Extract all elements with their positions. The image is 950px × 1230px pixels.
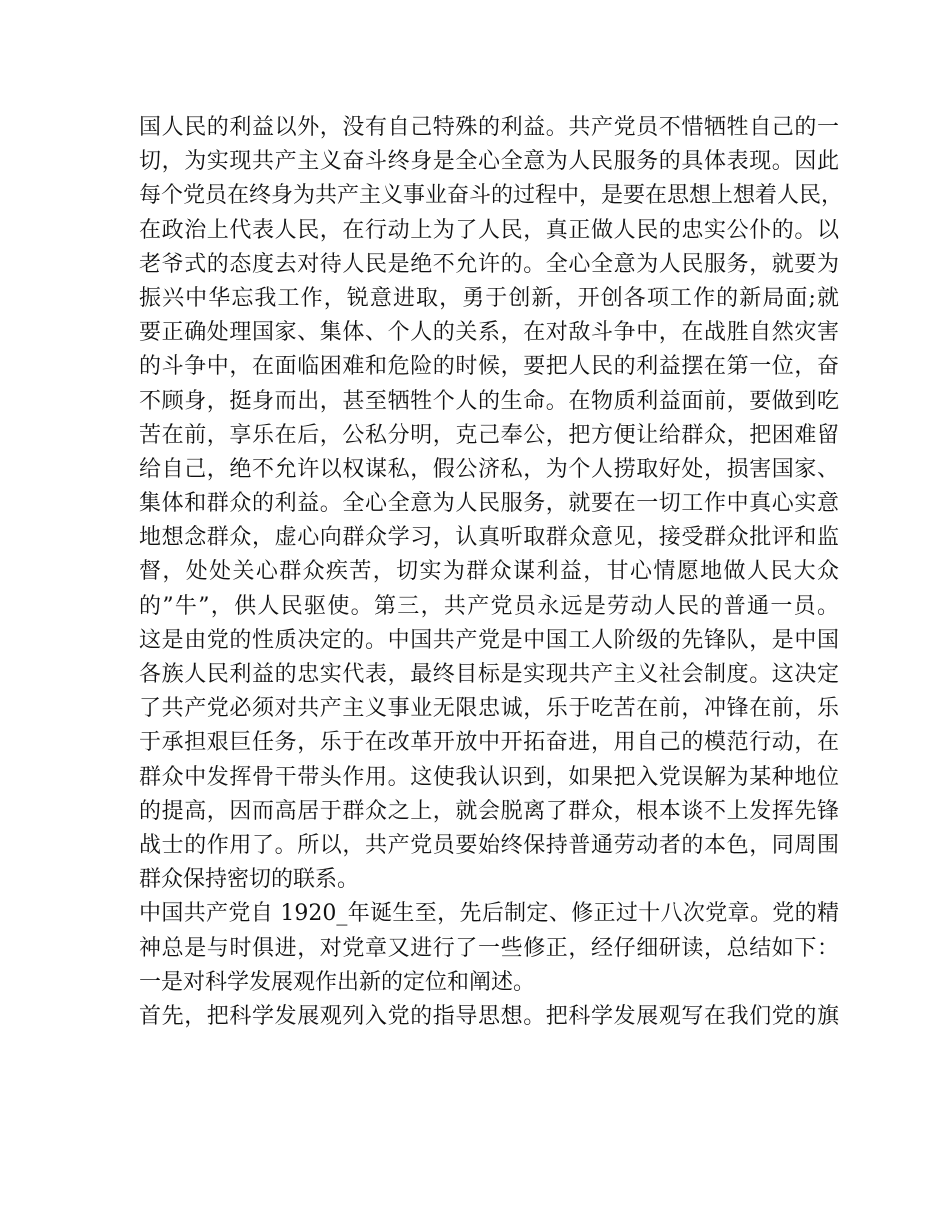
text-line: 首先，把科学发展观列入党的指导思想。把科学发展观写在我们党的旗 [139, 1003, 839, 1029]
text-line: 地想念群众，虚心向群众学习，认真听取群众意见，接受群众批评和监 [139, 525, 839, 551]
text-line: 于承担艰巨任务，乐于在改革开放中开拓奋进，用自己的模范行动，在 [139, 730, 839, 756]
text-line: 战士的作用了。所以，共产党员要始终保持普通劳动者的本色，同周围 [139, 832, 839, 858]
text-line: 了共产党必须对共产主义事业无限忠诚，乐于吃苦在前，冲锋在前，乐 [139, 696, 839, 722]
text-line: 群众保持密切的联系。 [139, 867, 360, 893]
text-line: 给自己，绝不允许以权谋私，假公济私，为个人捞取好处，损害国家、 [139, 456, 839, 482]
text-line: 国人民的利益以外，没有自己特殊的利益。共产党员不惜牺牲自己的一 [139, 115, 839, 140]
text-line: 中国共产党自 1920_年诞生至，先后制定、修正过十八次党章。党的精 [139, 901, 839, 927]
text-line: 的斗争中，在面临困难和危险的时候，要把人民的利益摆在第一位，奋 [139, 354, 839, 380]
text-line: 要正确处理国家、集体、个人的关系，在对敌斗争中，在战胜自然灾害 [139, 320, 839, 346]
text-line: 振兴中华忘我工作，锐意进取，勇于创新，开创各项工作的新局面;就 [139, 285, 839, 311]
text-line: 一是对科学发展观作出新的定位和阐述。 [139, 969, 536, 995]
text-line: 这是由党的性质决定的。中国共产党是中国工人阶级的先锋队，是中国 [139, 627, 839, 653]
text-line: 群众中发挥骨干带头作用。这使我认识到，如果把入党误解为某种地位 [139, 764, 839, 790]
text-line: 各族人民利益的忠实代表，最终目标是实现共产主义社会制度。这决定 [139, 662, 839, 687]
text-line: 每个党员在终身为共产主义事业奋斗的过程中，是要在思想上想着人民， [139, 183, 844, 209]
text-line: 在政治上代表人民，在行动上为了人民，真正做人民的忠实公仆的。以 [139, 217, 839, 243]
text-line: 督，处处关心群众疾苦，切实为群众谋利益，甘心情愿地做人民大众 [139, 559, 839, 585]
text-line: 神总是与时俱进，对党章又进行了一些修正，经仔细研读，总结如下： [139, 935, 839, 961]
body-text [139, 111, 844, 1034]
text-line: 苦在前，享乐在后，公私分明，克己奉公，把方便让给群众，把困难留 [139, 422, 839, 448]
text-line: 集体和群众的利益。全心全意为人民服务，就要在一切工作中真心实意 [139, 491, 839, 517]
text-line: 的”牛”，供人民驱使。第三，共产党员永远是劳动人民的普通一员。 [139, 593, 839, 619]
text-line: 老爷式的态度去对待人民是绝不允许的。全心全意为人民服务，就要为 [139, 251, 839, 277]
text-line: 切，为实现共产主义奋斗终身是全心全意为人民服务的具体表现。因此 [139, 149, 839, 175]
text-line: 的提高，因而高居于群众之上，就会脱离了群众，根本谈不上发挥先锋 [139, 798, 839, 824]
text-line: 不顾身，挺身而出，甚至牺牲个人的生命。在物质利益面前，要做到吃 [139, 388, 839, 414]
